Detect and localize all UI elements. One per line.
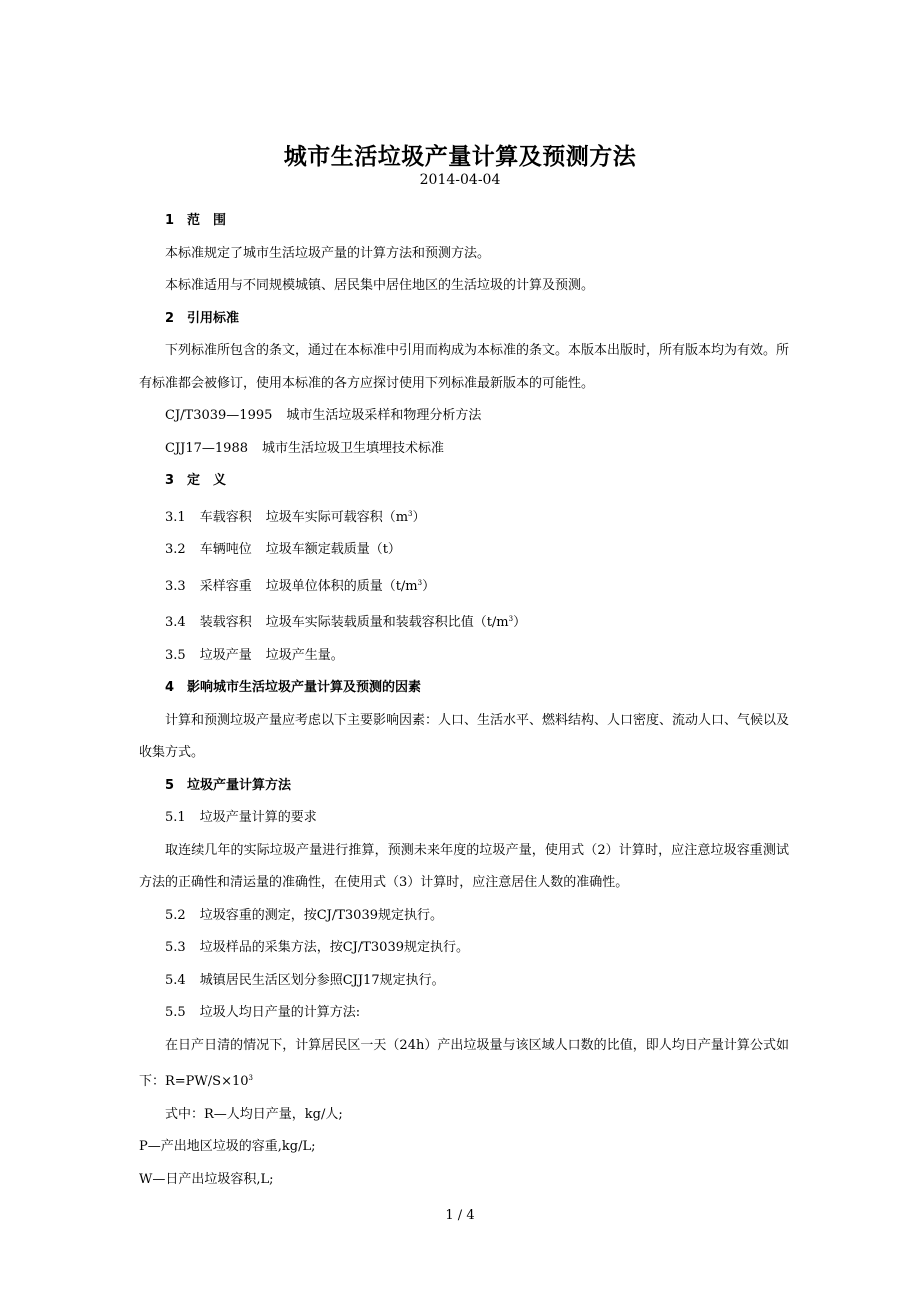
- definition-text: 垃圾车实际可载容积（m: [265, 509, 409, 525]
- page-number: 1 / 4: [445, 1208, 475, 1223]
- subsection-5-5: [139, 997, 789, 1030]
- formula-variable: W—日产出垃圾容积,L;: [139, 1171, 274, 1187]
- definition-item: [139, 534, 789, 567]
- superscript: 3: [248, 1074, 253, 1082]
- reference-item: [139, 433, 789, 466]
- definition-number: 3.1: [165, 509, 186, 525]
- formula-text: 在日产日清的情况下，计算居民区一天（24h）产出垃圾量与该区域人口数的比值，即人均日产量计算公式如下：R=PW/S×10: [139, 1037, 789, 1089]
- definition-text-end: ）: [422, 578, 436, 594]
- section-1-heading: 1 范 围: [165, 213, 227, 228]
- subsection-number: 5.2: [165, 907, 186, 923]
- definition-text: 垃圾车额定载质量（t）: [265, 542, 401, 557]
- subsection-5-3: [139, 932, 789, 965]
- subsection-number: 5.5: [165, 1005, 186, 1020]
- paragraph: 计算和预测垃圾产量应考虑以下主要影响因素：人口、生活水平、燃料结构、人口密度、流动人口、气候以及收集方式。: [139, 712, 790, 760]
- definition-term: 装载容积: [199, 615, 252, 630]
- definition-term: 采样容重: [199, 578, 252, 594]
- definition-item: [139, 498, 789, 535]
- section-5-heading: 5 垃圾产量计算方法: [165, 777, 292, 793]
- paragraph: 取连续几年的实际垃圾产量进行推算，预测未来年度的垃圾产量，使用式（2）计算时，应注意垃圾容重测试方法的正确性和清运量的准确性，在使用式（3）计算时，应注意居住人数的准确性。: [139, 842, 789, 890]
- document-body: [139, 205, 789, 1196]
- subsection-number: 5.3: [165, 940, 186, 955]
- paragraph: 本标准适用与不同规模城镇、居民集中居住地区的生活垃圾的计算及预测。: [165, 278, 595, 293]
- formula-variable: P—产出地区垃圾的容重,kg/L;: [139, 1139, 316, 1154]
- subsection-5-4: [139, 965, 789, 998]
- subsection-number: 5.4: [165, 972, 186, 988]
- definition-number: 3.2: [165, 542, 186, 557]
- reference-item: [139, 400, 789, 433]
- reference-code: CJJ17—1988: [165, 440, 248, 456]
- definition-term: 车辆吨位: [199, 542, 252, 557]
- subsection-number: 5.1: [165, 810, 186, 825]
- superscript: 3: [508, 615, 514, 623]
- document-date: 2014-04-04: [419, 172, 501, 188]
- subsection-5-1: [139, 802, 789, 835]
- paragraph: 本标准规定了城市生活垃圾产量的计算方法和预测方法。: [165, 245, 491, 261]
- subsection-text: 垃圾容重的测定，按CJ/T3039规定执行。: [199, 907, 443, 923]
- definition-text: 垃圾车实际装载质量和装载容积比值（t/m: [265, 615, 509, 630]
- subsection-text: 城镇居民生活区划分参照CJJ17规定执行。: [199, 972, 445, 988]
- definition-number: 3.3: [165, 578, 186, 594]
- definition-number: 3.5: [165, 647, 186, 663]
- definition-text-end: ）: [513, 615, 527, 630]
- definition-item: [139, 603, 789, 640]
- definition-text-end: ）: [412, 509, 426, 525]
- formula-variable: 式中：R—人均日产量，kg/人;: [165, 1106, 343, 1122]
- definition-number: 3.4: [165, 615, 186, 630]
- definition-text: 垃圾单位体积的质量（t/m: [265, 578, 418, 594]
- subsection-5-2: [139, 900, 789, 933]
- subsection-text: 垃圾样品的采集方法，按CJ/T3039规定执行。: [199, 940, 469, 955]
- reference-name: 城市生活垃圾采样和物理分析方法: [286, 408, 482, 423]
- formula-paragraph: [139, 1030, 789, 1099]
- definition-term: 车载容积: [199, 509, 252, 525]
- reference-name: 城市生活垃圾卫生填埋技术标准: [262, 440, 445, 456]
- section-3-heading: 3 定 义: [165, 473, 227, 488]
- definition-text: 垃圾产生量。: [265, 647, 344, 663]
- subsection-text: 垃圾产量计算的要求: [199, 810, 317, 825]
- definition-term: 垃圾产量: [199, 647, 252, 663]
- reference-code: CJ/T3039—1995: [165, 408, 273, 423]
- document-title: 城市生活垃圾产量计算及预测方法: [283, 144, 637, 170]
- section-4-heading: 4 影响城市生活垃圾产量计算及预测的因素: [165, 680, 422, 695]
- subsection-text: 垃圾人均日产量的计算方法:: [199, 1005, 361, 1020]
- superscript: 3: [408, 509, 413, 518]
- section-2-heading: 2 引用标准: [165, 310, 240, 326]
- definition-item: [139, 567, 789, 604]
- definition-item: [139, 640, 789, 673]
- superscript: 3: [417, 578, 423, 587]
- paragraph: 下列标准所包含的条文，通过在本标准中引用而构成为本标准的条文。本版本出版时，所有版本均为有效。所有标准都会被修订，使用本标准的各方应探讨使用下列标准最新版本的可能性。: [139, 343, 790, 391]
